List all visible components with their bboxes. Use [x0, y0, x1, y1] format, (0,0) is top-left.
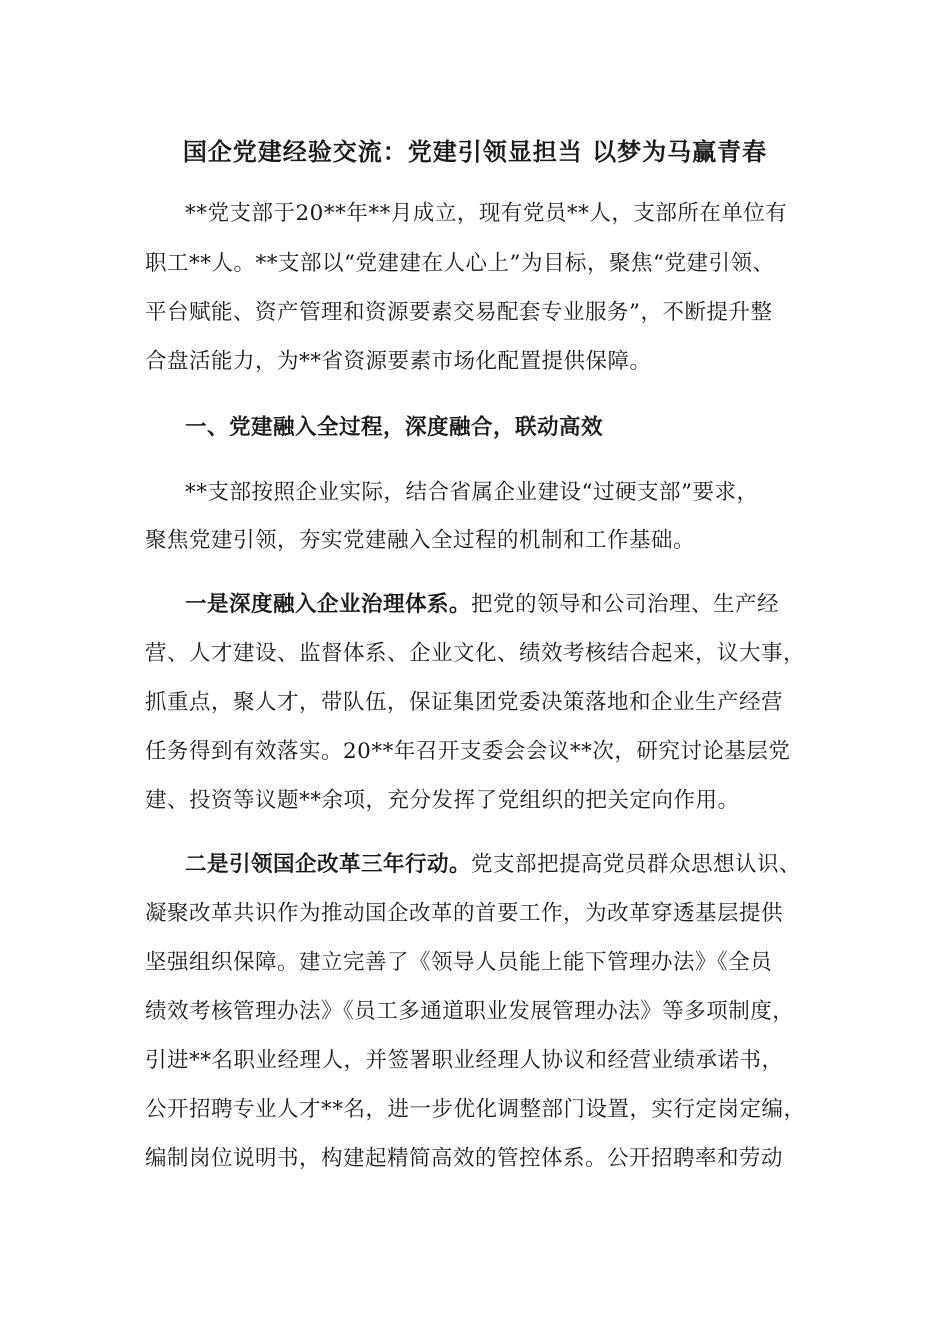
point-line: 凝聚改革共识作为推动国企改革的首要工作，为改革穿透基层提供	[145, 901, 784, 926]
point-lead: 一是深度融入企业治理体系。	[185, 592, 472, 617]
point-line: 建、投资等议题**余项，充分发挥了党组织的把关定向作用。	[145, 788, 740, 813]
point-line: 公开招聘专业人才**名，进一步优化调整部门设置，实行定岗定编，	[145, 1097, 806, 1122]
section-paragraph-line: **支部按照企业实际，结合省属企业建设“过硬支部”要求，	[185, 480, 759, 505]
point-line: 编制岗位说明书，构建起精简高效的管控体系。公开招聘率和劳动	[145, 1146, 784, 1171]
point-lead: 二是引领国企改革三年行动。	[185, 852, 472, 877]
section-paragraph-line: 聚焦党建引领，夯实党建融入全过程的机制和工作基础。	[145, 528, 696, 553]
point-text: 把党的领导和公司治理、生产经	[471, 592, 780, 617]
intro-line: 职工**人。**支部以“党建建在人心上”为目标，聚焦“党建引领、	[145, 251, 775, 276]
section-heading: 一、党建融入全过程，深度融合，联动高效	[185, 415, 604, 440]
point-text: 党支部把提高党员群众思想认识、	[471, 852, 802, 877]
intro-line: 平台赋能、资产管理和资源要素交易配套专业服务”，不断提升整	[145, 300, 773, 325]
point-first-line	[185, 849, 801, 881]
document-title: 国企党建经验交流：党建引领显担当 以梦为马赢青春	[182, 137, 768, 166]
point-line: 绩效考核管理办法》《员工多通道职业发展管理办法》等多项制度，	[145, 999, 795, 1024]
point-line: 坚强组织保障。建立完善了《领导人员能上能下管理办法》《全员	[145, 950, 773, 975]
point-line: 营、人才建设、监督体系、企业文化、绩效考核结合起来，议大事，	[145, 641, 806, 666]
intro-line: 合盘活能力，为**省资源要素市场化配置提供保障。	[145, 349, 652, 374]
intro-line: **党支部于20**年**月成立，现有党员**人，支部所在单位有	[185, 201, 788, 226]
point-line: 抓重点，聚人才，带队伍，保证集团党委决策落地和企业生产经营	[145, 690, 784, 715]
point-line: 引进**名职业经理人，并签署职业经理人协议和经营业绩承诺书，	[145, 1048, 784, 1073]
point-line: 任务得到有效落实。20**年召开支委会会议**次，研究讨论基层党	[145, 739, 791, 764]
point-first-line	[185, 589, 779, 621]
